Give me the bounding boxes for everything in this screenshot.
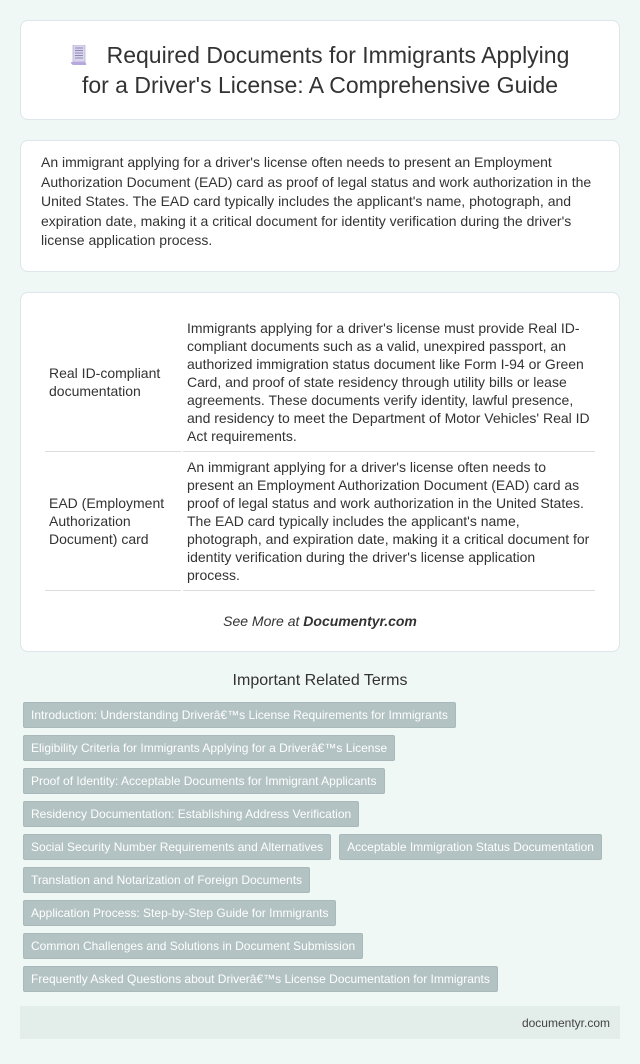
description-cell: An immigrant applying for a driver's license often needs to present an Employment Authorization Document (EAD) card as proof of legal status and work authorization in the United States. The EAD card typically includes the applicant's name, photograph, and expiration date, making it a critical document for identity verification during the driver's license application process. xyxy=(183,452,595,591)
related-terms-title: Important Related Terms xyxy=(232,672,408,689)
related-term-tag[interactable]: Frequently Asked Questions about Driverâ€™s License Documentation for Immigrants xyxy=(23,966,498,992)
documents-table-card xyxy=(20,292,620,652)
intro-text: An immigrant applying for a driver's license often needs to present an Employment Authorization Document (EAD) card as proof of legal status and work authorization in the United States. The EAD card typically includes the applicant's name, photograph, and expiration date, making it a critical document for identity verification during the driver's license application process. xyxy=(41,154,592,248)
see-more-prefix: See More at xyxy=(223,613,304,629)
related-term-tag[interactable]: Social Security Number Requirements and Alternatives xyxy=(23,834,331,860)
related-terms-section xyxy=(20,672,620,992)
related-term-tag[interactable]: Introduction: Understanding Driverâ€™s License Requirements for Immigrants xyxy=(23,702,456,728)
related-term-tag[interactable]: Residency Documentation: Establishing Address Verification xyxy=(23,801,359,827)
document-icon xyxy=(71,42,87,62)
related-term-tag[interactable]: Common Challenges and Solutions in Document Submission xyxy=(23,933,363,959)
page-title xyxy=(61,40,579,100)
footer xyxy=(20,1006,620,1039)
footer-site-link[interactable]: documentyr.com xyxy=(521,1015,610,1030)
related-term-tag[interactable]: Acceptable Immigration Status Documentation xyxy=(339,834,602,860)
related-terms-list xyxy=(20,702,620,992)
title-card xyxy=(20,20,620,120)
table-row xyxy=(45,313,595,452)
description-cell: Immigrants applying for a driver's license must provide Real ID-compliant documents such as a valid, unexpired passport, an authorized immigration status document like Form I-94 or Green Card, and proof of state residency through utility bills or lease agreements. These documents verify identity, lawful presence, and residency to meet the Department of Motor Vehicles' Real ID Act requirements. xyxy=(183,313,595,452)
see-more xyxy=(43,613,597,629)
see-more-link[interactable]: Documentyr.com xyxy=(303,613,417,629)
related-term-tag[interactable]: Eligibility Criteria for Immigrants Applying for a Driverâ€™s License xyxy=(23,735,395,761)
page-title-text: Required Documents for Immigrants Applying for a Driver's License: A Comprehensive Guide xyxy=(81,42,570,98)
related-term-tag[interactable]: Translation and Notarization of Foreign Documents xyxy=(23,867,310,893)
term-cell: Real ID-compliant documentation xyxy=(45,313,181,452)
table-row xyxy=(45,452,595,591)
intro-card xyxy=(20,140,620,272)
documents-table xyxy=(43,313,597,591)
related-term-tag[interactable]: Application Process: Step-by-Step Guide for Immigrants xyxy=(23,900,336,926)
related-term-tag[interactable]: Proof of Identity: Acceptable Documents for Immigrant Applicants xyxy=(23,768,385,794)
term-cell: EAD (Employment Authorization Document) card xyxy=(45,452,181,591)
